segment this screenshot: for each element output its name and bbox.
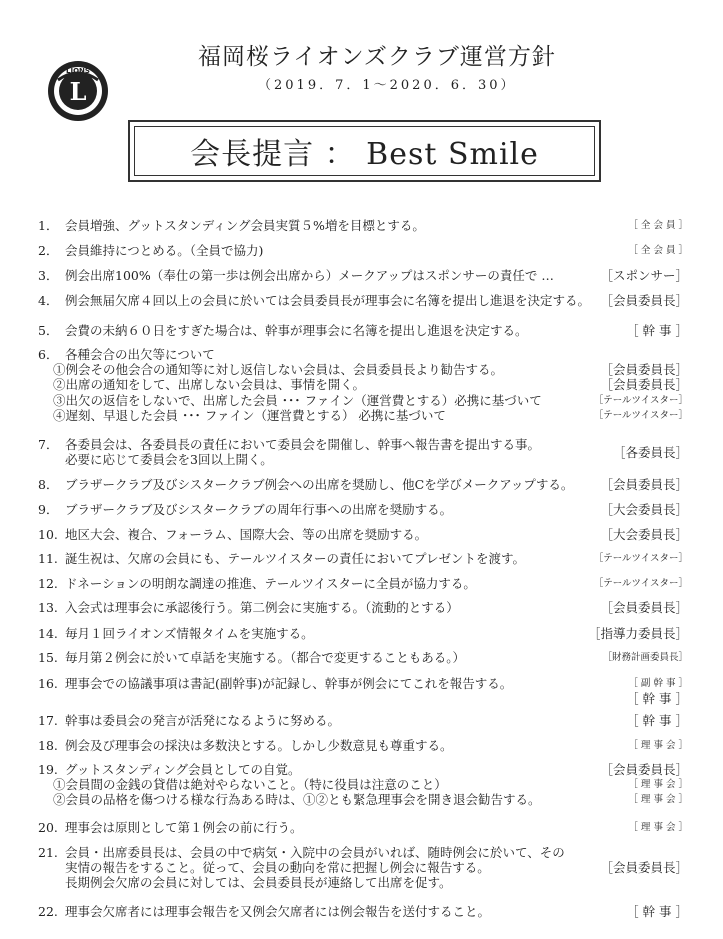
responsible-tag: ［ 理 事 会 ］ bbox=[628, 779, 688, 791]
item-text: 例会無届欠席４回以上の会員に於いては会員委員長が理事会に名簿を提出し進退を決定する。 bbox=[65, 293, 591, 308]
item-number: 13. bbox=[38, 600, 58, 615]
responsible-tag: ［会員委員長］ bbox=[600, 293, 688, 308]
item-number: 6． bbox=[38, 347, 59, 362]
item-text: 実情の報告をすること。従って、会員の動向を常に把握し例会に報告する。 bbox=[65, 860, 490, 876]
item-text: 地区大会、複合、フォーラム、国際大会、等の出席を奨励する。 bbox=[65, 527, 428, 542]
item-text: 例会出席100%（奉仕の第一歩は例会出席から）メークアップはスポンサーの責任で … bbox=[65, 268, 554, 283]
item-number: 15. bbox=[38, 650, 58, 665]
responsible-tag: ［テールツイスター］ bbox=[593, 553, 688, 564]
item-number: 9． bbox=[38, 502, 59, 517]
responsible-tag: ［ 幹 事 ］ bbox=[626, 713, 688, 728]
item-number: 18. bbox=[38, 738, 58, 753]
responsible-tag: ［ 全 会 員 ］ bbox=[628, 245, 688, 256]
item-number: 20. bbox=[38, 820, 58, 835]
responsible-tag: ［ 理 事 会 ］ bbox=[628, 822, 688, 833]
motto-text: 会長提言 ： Best Smile bbox=[134, 126, 595, 176]
item-number: 22. bbox=[38, 904, 58, 919]
responsible-tag: ［ 理 事 会 ］ bbox=[628, 794, 688, 806]
item-text: 必要に応じて委員会を3回以上開く。 bbox=[65, 452, 273, 468]
item-text: ブラザークラブ及びシスタークラブ例会への出席を奨励し、他Cを学びメークアップする。 bbox=[65, 477, 574, 492]
item-number: 19. bbox=[38, 762, 58, 777]
item-text: 会員増強、グットスタンディング会員実質５%増を目標とする。 bbox=[65, 218, 425, 233]
item-text: 長期例会欠席の会員に対しては、会員委員長が連絡して出席を促す。 bbox=[65, 875, 452, 891]
responsible-tag: ［ 理 事 会 ］ bbox=[628, 740, 688, 751]
responsible-tag: ［テールツイスター］ bbox=[593, 394, 688, 406]
item-number: 5． bbox=[38, 323, 59, 338]
item-number: 4． bbox=[38, 293, 59, 308]
item-text: 会費の未納６０日をすぎた場合は、幹事が理事会に名簿を提出し進退を決定する。 bbox=[65, 323, 528, 338]
item-number: 2． bbox=[38, 243, 59, 258]
responsible-tag: ［スポンサー］ bbox=[600, 268, 688, 283]
item-number: 14. bbox=[38, 626, 58, 641]
responsible-tag: ［会員委員長］ bbox=[600, 477, 688, 492]
item-text: ①会員間の金銭の貸借は絶対やらないこと。（特に役員は注意のこと） bbox=[53, 777, 447, 793]
responsible-tag: ［ 全 会 員 ］ bbox=[628, 220, 688, 231]
responsible-tag: ［会員委員長］ bbox=[600, 600, 688, 615]
responsible-tag: ［ 幹 事 ］ bbox=[626, 691, 688, 707]
item-text: 理事会欠席者には理事会報告を又例会欠席者には例会報告を送付すること。 bbox=[65, 904, 491, 919]
item-text: 会員維持につとめる。（全員で協力) bbox=[65, 243, 264, 258]
item-text: 会員・出席委員長は、会員の中で病気・入院中の会員がいれば、随時例会に於いて、その bbox=[65, 845, 565, 860]
responsible-tag: ［ 幹 事 ］ bbox=[626, 904, 688, 919]
item-number: 16. bbox=[38, 676, 58, 691]
responsible-tag: ［会員委員長］ bbox=[600, 362, 688, 378]
responsible-tag: ［財務計画委員長］ bbox=[602, 652, 688, 663]
item-text: 毎月第２例会に於いて卓話を実施する。（都合で変更することもある。） bbox=[65, 650, 466, 665]
responsible-tag: ［指導力委員長］ bbox=[587, 626, 688, 641]
responsible-tag: ［大会委員長］ bbox=[600, 527, 688, 542]
item-text: ②会員の品格を傷つける様な行為ある時は、①②とも緊急理事会を開き退会勧告する。 bbox=[53, 792, 541, 808]
item-number: 8． bbox=[38, 477, 59, 492]
responsible-tag: ［テールツイスター］ bbox=[593, 409, 688, 421]
item-number: 11. bbox=[38, 551, 58, 566]
item-number: 7． bbox=[38, 437, 59, 452]
item-number: 12. bbox=[38, 576, 58, 591]
item-text: 例会及び理事会の採決は多数決とする。しかし少数意見も尊重する。 bbox=[65, 738, 453, 753]
responsible-tag: ［会員委員長］ bbox=[600, 860, 688, 876]
responsible-tag: ［大会委員長］ bbox=[600, 502, 688, 517]
item-text: 誕生祝は、欠席の会員にも、テールツイスターの責任においてプレゼントを渡す。 bbox=[65, 551, 526, 566]
responsible-tag: ［テールツイスター］ bbox=[593, 578, 688, 589]
item-number: 10. bbox=[38, 527, 58, 542]
item-text: ①例会その他会合の通知等に対し返信しない会員は、会員委員長より勧告する。 bbox=[53, 362, 504, 378]
item-text: ドネーションの明朗な調達の推進、テールツイスターに全員が協力する。 bbox=[65, 576, 476, 591]
responsible-tag: ［ 副 幹 事 ］ bbox=[628, 678, 688, 689]
item-number: 21. bbox=[38, 845, 58, 860]
item-text: ブラザークラブ及びシスタークラブの周年行事への出席を奨励する。 bbox=[65, 502, 453, 517]
item-text: ④遅刻、早退した会員 ･･･ ファイン（運営費とする） 必携に基づいて bbox=[53, 407, 446, 423]
svg-text:L: L bbox=[69, 77, 87, 106]
item-text: グットスタンディング会員としての自覚。 bbox=[65, 762, 301, 777]
item-text: 各委員会は、各委員長の責任において委員会を開催し、幹事へ報告書を提出する事。 bbox=[65, 437, 541, 452]
responsible-tag: ［会員委員長］ bbox=[600, 377, 688, 393]
item-text: 幹事は委員会の発言が活発になるように努める。 bbox=[65, 713, 341, 728]
item-number: 1． bbox=[38, 218, 59, 233]
item-text: 理事会での協議事項は書記(副幹事)が記録し、幹事が例会にてこれを報告する。 bbox=[65, 676, 513, 691]
period-text: （2019．7．1～2020．6．30） bbox=[258, 78, 517, 93]
item-number: 17. bbox=[38, 713, 58, 728]
item-text: 理事会は原則として第１例会の前に行う。 bbox=[65, 820, 303, 835]
item-text: 各種会合の出欠等について bbox=[65, 347, 215, 362]
item-text: 入会式は理事会に承認後行う。第二例会に実施する。（流動的とする） bbox=[65, 600, 459, 615]
page-title: 福岡桜ライオンズクラブ運営方針 bbox=[198, 44, 556, 70]
item-text: ②出席の通知をして、出席しない会員は、事情を開く。 bbox=[53, 377, 366, 393]
svg-text:LIONS: LIONS bbox=[66, 67, 90, 75]
item-text: ③出欠の返信をしないで、出席した会員 ･･･ ファイン（運営費とする）必携に基づいて bbox=[53, 392, 542, 408]
responsible-tag: ［会員委員長］ bbox=[600, 762, 688, 777]
responsible-tag: ［各委員長］ bbox=[612, 444, 688, 460]
item-text: 毎月１回ライオンズ情報タイムを実施する。 bbox=[65, 626, 314, 641]
item-number: 3． bbox=[38, 268, 59, 283]
responsible-tag: ［ 幹 事 ］ bbox=[626, 323, 688, 338]
